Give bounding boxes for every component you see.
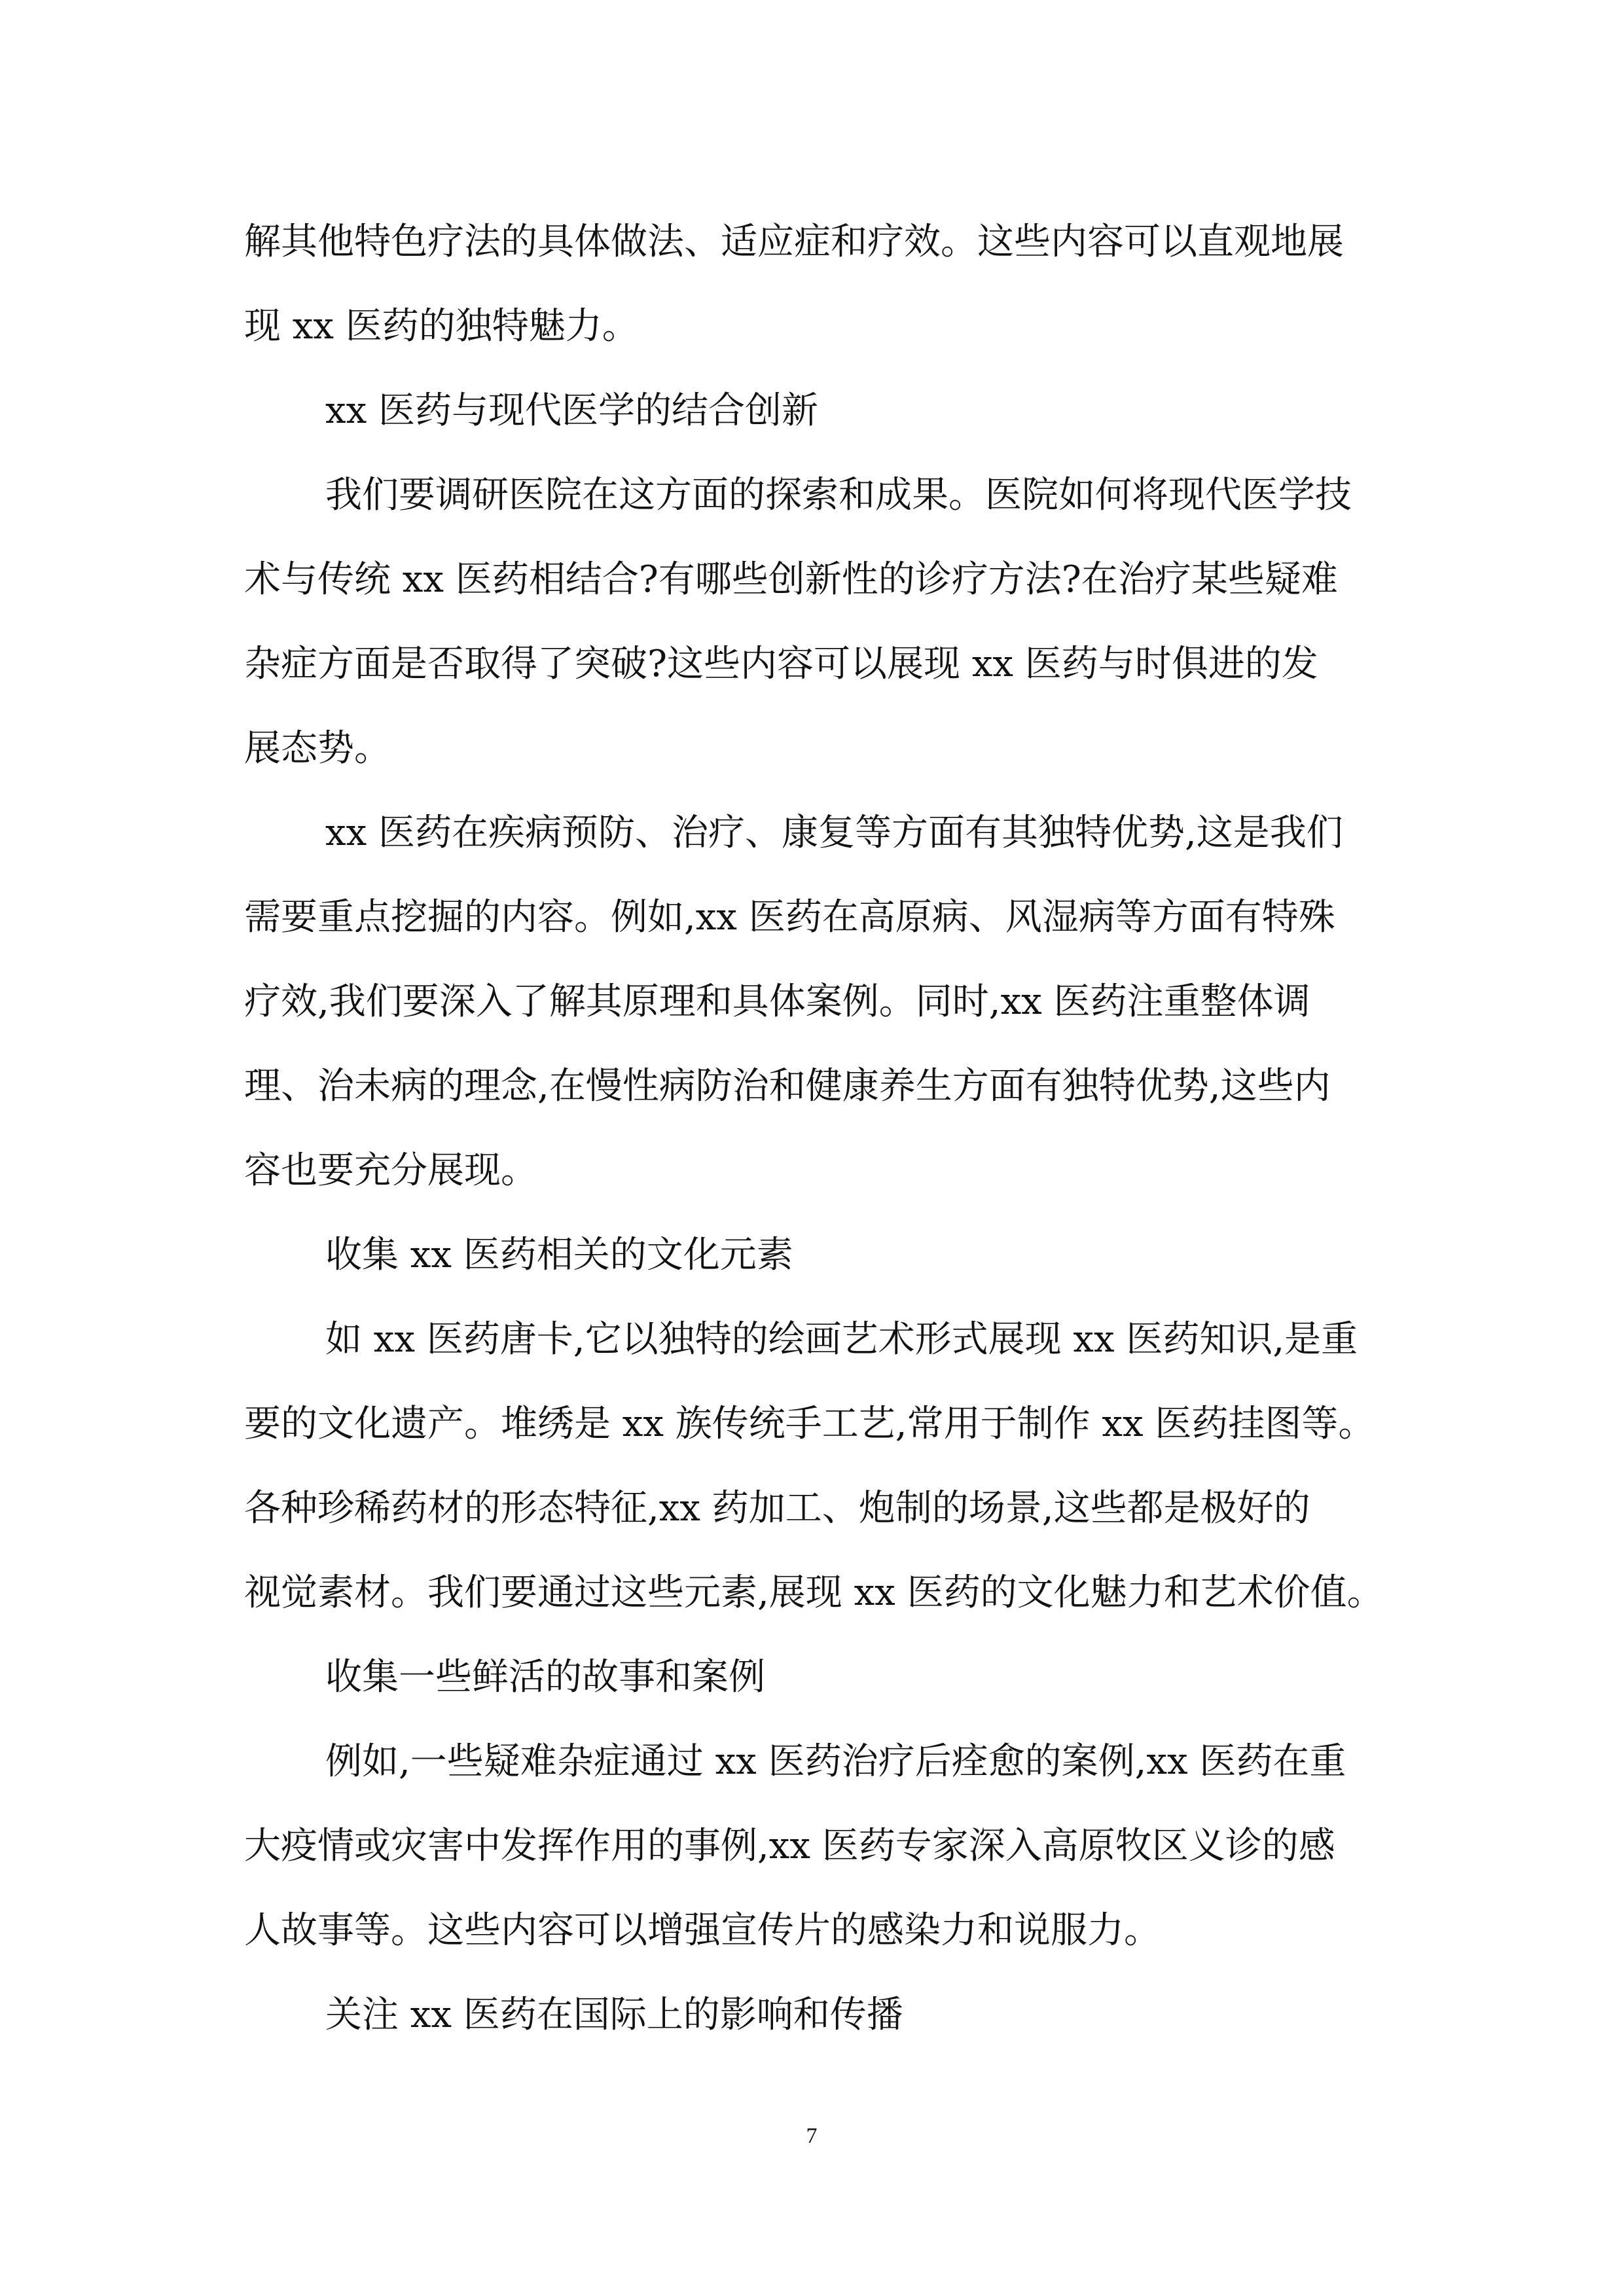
- section-heading: xx 医药与现代医学的结合创新: [325, 389, 818, 432]
- body-text-line: 容也要充分展现。: [244, 1149, 537, 1192]
- body-text-line: 例如,一些疑难杂症通过 xx 医药治疗后痊愈的案例,xx 医药在重: [325, 1740, 1346, 1783]
- section-heading: 收集 xx 医药相关的文化元素: [325, 1234, 793, 1276]
- body-text-line: 术与传统 xx 医药相结合?有哪些创新性的诊疗方法?在治疗某些疑难: [244, 558, 1338, 601]
- body-text-line: 大疫情或灾害中发挥作用的事例,xx 医药专家深入高原牧区义诊的感: [244, 1825, 1335, 1867]
- body-text-line: 我们要调研医院在这方面的探索和成果。医院如何将现代医学技: [325, 474, 1352, 516]
- body-text-line: 理、治未病的理念,在慢性病防治和健康养生方面有独特优势,这些内: [244, 1065, 1331, 1107]
- body-text-line: 杂症方面是否取得了突破?这些内容可以展现 xx 医药与时俱进的发: [244, 643, 1318, 685]
- body-text-line: 人故事等。这些内容可以增强宣传片的感染力和说服力。: [244, 1909, 1161, 1952]
- section-heading: 收集一些鲜活的故事和案例: [325, 1656, 765, 1698]
- body-text-line: 视觉素材。我们要通过这些元素,展现 xx 医药的文化魅力和艺术价值。: [244, 1571, 1384, 1614]
- body-text-line: 展态势。: [244, 727, 391, 770]
- section-heading: 关注 xx 医药在国际上的影响和传播: [325, 1994, 903, 2036]
- body-text-line: 各种珍稀药材的形态特征,xx 药加工、炮制的场景,这些都是极好的: [244, 1487, 1310, 1530]
- page-number: 7: [806, 2124, 818, 2148]
- body-text-line: 要的文化遗产。堆绣是 xx 族传统手工艺,常用于制作 xx 医药挂图等。: [244, 1403, 1375, 1445]
- body-text-line: 疗效,我们要深入了解其原理和具体案例。同时,xx 医药注重整体调: [244, 980, 1310, 1023]
- body-text-line: 如 xx 医药唐卡,它以独特的绘画艺术形式展现 xx 医药知识,是重: [325, 1318, 1358, 1361]
- body-text-line: 需要重点挖掘的内容。例如,xx 医药在高原病、风湿病等方面有特殊: [244, 896, 1335, 939]
- body-text-line: 解其他特色疗法的具体做法、适应症和疗效。这些内容可以直观地展: [244, 221, 1344, 263]
- body-text-line: 现 xx 医药的独特魅力。: [244, 305, 639, 348]
- body-text-line: xx 医药在疾病预防、治疗、康复等方面有其独特优势,这是我们: [325, 812, 1343, 854]
